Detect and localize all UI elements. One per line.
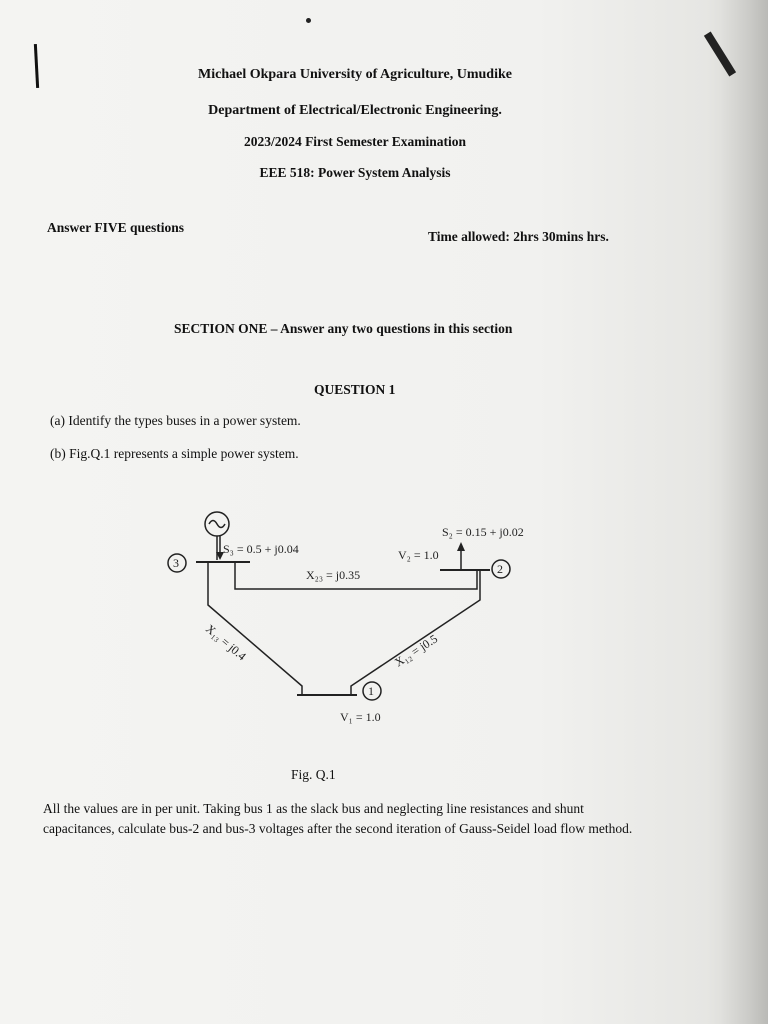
- bus-2-number: 2: [497, 562, 503, 576]
- question-title: QUESTION 1: [314, 382, 396, 397]
- x13-label: X₁₃ = j0.4: [203, 621, 249, 664]
- x12-label: X₁₂ = j0.5: [392, 631, 441, 670]
- v1-label: V₁ = 1.0: [340, 710, 381, 724]
- section-title: SECTION ONE – Answer any two questions in this section: [174, 321, 513, 336]
- page-edge-shadow: [720, 0, 768, 1024]
- generation-arrow-head: [457, 542, 465, 551]
- course-title: EEE 518: Power System Analysis: [259, 165, 451, 180]
- department-name: Department of Electrical/Electronic Engineering.: [208, 103, 502, 118]
- v2-label: V₂ = 1.0: [398, 548, 439, 562]
- time-allowed: Time allowed: 2hrs 30mins hrs.: [428, 229, 609, 244]
- bus-3-number: 3: [173, 556, 179, 570]
- question-part-a: (a) Identify the types buses in a power system.: [50, 413, 301, 428]
- exam-title: 2023/2024 First Semester Examination: [243, 134, 467, 149]
- s2-label: S₂ = 0.15 + j0.02: [442, 525, 524, 539]
- answer-instruction: Answer FIVE questions: [47, 220, 185, 235]
- question-body: All the values are in per unit. Taking bus 1 as the slack bus and neglecting line resistances and shunt capacitances, calculate bus-2 and bus-3 voltages after the second iteration of Gauss-Seidel load flow method.: [43, 801, 633, 836]
- figure-caption: Fig. Q.1: [291, 767, 336, 782]
- question-part-b: (b) Fig.Q.1 represents a simple power system.: [50, 446, 299, 461]
- line-1-3: [208, 562, 302, 695]
- x23-label: X₂₃ = j0.35: [306, 568, 361, 582]
- s3-label: S₃ = 0.5 + j0.04: [223, 542, 299, 556]
- university-name: Michael Okpara University of Agriculture, Umudike: [198, 67, 512, 82]
- power-system-diagram: [150, 505, 570, 735]
- scan-dot-top: [306, 18, 311, 23]
- bus-1-number: 1: [368, 684, 374, 698]
